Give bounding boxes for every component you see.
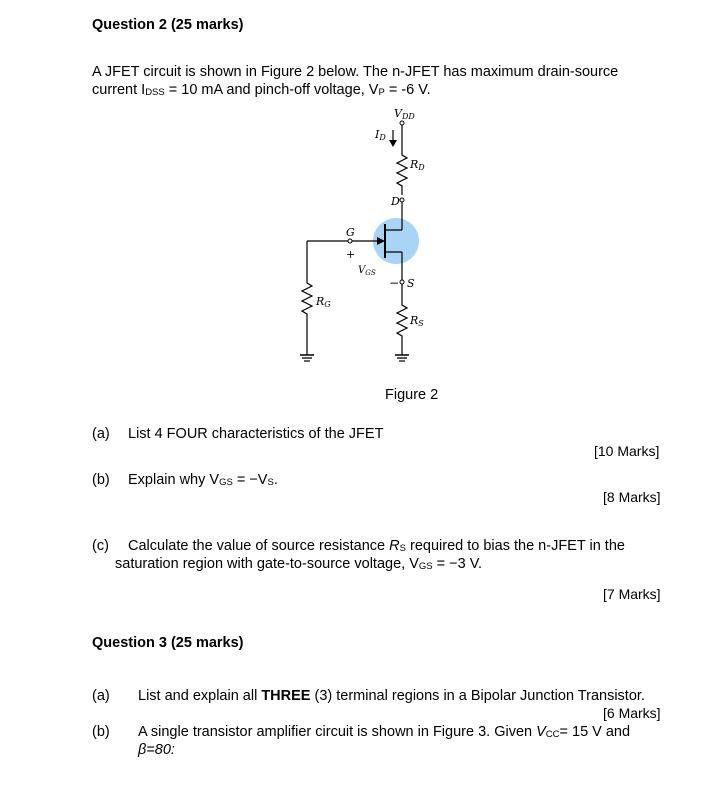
vgs-label: $V_{GS}$ bbox=[358, 265, 376, 277]
id-label: ID bbox=[375, 128, 386, 142]
q2a-text: List 4 FOUR characteristics of the JFET bbox=[128, 426, 384, 442]
rg-resistor bbox=[302, 280, 312, 348]
q2a-marks: [10 Marks] bbox=[594, 443, 660, 459]
vgs-plus: + bbox=[346, 248, 356, 261]
q2-intro-line1: A JFET circuit is shown in Figure 2 below. The n-JFET has maximum drain-source bbox=[92, 64, 619, 80]
source-label: S bbox=[407, 277, 415, 290]
gate-terminal bbox=[348, 239, 352, 243]
q2-intro-line2: current IDSS = 10 mA and pinch-off voltage, VP = -6 V. bbox=[92, 82, 431, 98]
jfet-circuit-diagram bbox=[280, 100, 450, 375]
q3b-label: (b) bbox=[92, 724, 110, 740]
q2c-marks: [7 Marks] bbox=[603, 586, 661, 602]
rd-label: RD bbox=[410, 158, 425, 172]
q3a-marks: [6 Marks] bbox=[603, 705, 661, 721]
q2b-marks: [8 Marks] bbox=[603, 489, 661, 505]
rg-label: RG bbox=[316, 295, 331, 309]
q3a-label: (a) bbox=[92, 688, 110, 704]
rs-label: RS bbox=[410, 314, 424, 328]
question-3-title: Question 3 (25 marks) bbox=[92, 635, 244, 651]
drain-terminal bbox=[400, 198, 404, 202]
vdd-terminal bbox=[400, 121, 404, 125]
q3b-line2: β=80: bbox=[138, 742, 175, 758]
q3a-text: List and explain all THREE (3) terminal regions in a Bipolar Junction Transistor. bbox=[138, 688, 645, 704]
question-2-title: Question 2 (25 marks) bbox=[92, 17, 244, 33]
drain-label: D bbox=[391, 195, 400, 208]
q2c-line1: Calculate the value of source resistance RS required to bias the n-JFET in the bbox=[128, 538, 625, 554]
q3b-line1: A single transistor amplifier circuit is shown in Figure 3. Given VCC= 15 V and bbox=[138, 724, 631, 740]
vdd-label: VDD bbox=[394, 107, 415, 121]
rd-resistor bbox=[397, 152, 407, 195]
figure-2-caption: Figure 2 bbox=[385, 387, 439, 403]
q2c-label: (c) bbox=[92, 538, 109, 554]
gate-label: G bbox=[346, 226, 355, 239]
vgs-minus: − bbox=[389, 276, 400, 290]
q2b-text: Explain why VGS = −VS. bbox=[128, 472, 278, 488]
q2a-label: (a) bbox=[92, 426, 110, 442]
source-terminal bbox=[400, 280, 404, 284]
q2c-line2: saturation region with gate-to-source voltage, VGS = −3 V. bbox=[115, 556, 483, 572]
id-arrow-icon bbox=[389, 140, 397, 147]
q2b-label: (b) bbox=[92, 472, 110, 488]
rs-resistor bbox=[397, 284, 407, 348]
